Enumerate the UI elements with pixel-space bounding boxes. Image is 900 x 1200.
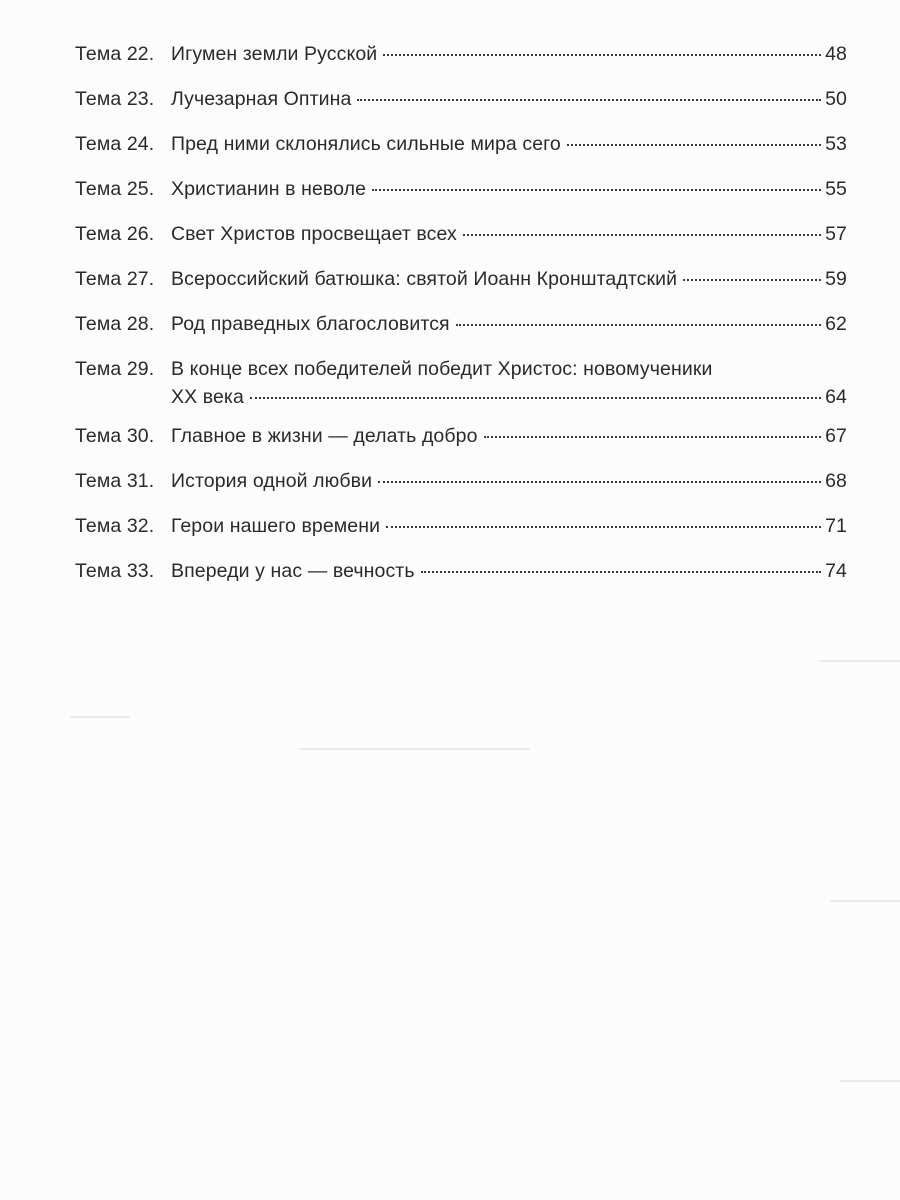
toc-entry-label: Тема 27. — [75, 268, 155, 290]
toc-entry-page: 50 — [825, 88, 847, 110]
toc-entry[interactable] — [75, 467, 847, 495]
toc-entry-page: 74 — [825, 560, 847, 582]
toc-entry[interactable] — [75, 422, 847, 450]
show-through-line — [840, 1080, 900, 1082]
toc-entry-label: Тема 31. — [75, 470, 155, 492]
toc-entry-label: Тема 26. — [75, 223, 155, 245]
toc-entry-title: Лучезарная Оптина — [171, 88, 352, 110]
show-through-line — [70, 716, 130, 718]
dot-leader — [463, 234, 821, 236]
toc-entry[interactable] — [75, 40, 847, 68]
dot-leader — [484, 436, 821, 438]
toc-entry-label: Тема 28. — [75, 313, 155, 335]
toc-entry-label: Тема 23. — [75, 88, 155, 110]
dot-leader — [567, 144, 821, 146]
toc-entry[interactable] — [75, 220, 847, 248]
toc-entry[interactable] — [75, 175, 847, 203]
toc-entry-page: 55 — [825, 178, 847, 200]
toc-entry-page: 67 — [825, 425, 847, 447]
toc-entry[interactable] — [75, 512, 847, 540]
toc-entry-page: 68 — [825, 470, 847, 492]
toc-entry-title: В конце всех победителей победит Христос: новомученики — [171, 358, 713, 380]
toc-entry-title: Род праведных благословится — [171, 313, 450, 335]
toc-entry-title: Игумен земли Русской — [171, 43, 378, 65]
toc-entry[interactable] — [75, 310, 847, 338]
toc-entry[interactable] — [75, 85, 847, 113]
table-of-contents — [75, 40, 847, 602]
toc-entry[interactable] — [75, 265, 847, 293]
toc-entry-label: Тема 22. — [75, 43, 155, 65]
toc-entry-page: 48 — [825, 43, 847, 65]
toc-entry[interactable] — [75, 355, 847, 411]
dot-leader — [421, 571, 821, 573]
toc-entry-title: Главное в жизни — делать добро — [171, 425, 478, 447]
toc-entry-title-continued: XX века — [171, 386, 244, 408]
dot-leader — [386, 526, 821, 528]
dot-leader — [383, 54, 821, 56]
show-through-line — [830, 900, 900, 902]
toc-entry-title: История одной любви — [171, 470, 373, 492]
show-through-line — [820, 660, 900, 662]
toc-entry-page: 53 — [825, 133, 847, 155]
toc-entry-page: 57 — [825, 223, 847, 245]
dot-leader — [357, 99, 821, 101]
toc-entry-page: 59 — [825, 268, 847, 290]
dot-leader — [372, 189, 821, 191]
toc-entry-title: Христианин в неволе — [171, 178, 367, 200]
dot-leader — [378, 481, 821, 483]
toc-entry-label: Тема 32. — [75, 515, 155, 537]
toc-entry-title: Пред ними склонялись сильные мира сего — [171, 133, 561, 155]
toc-entry-label: Тема 33. — [75, 560, 155, 582]
toc-entry-label: Тема 29. — [75, 358, 155, 380]
toc-entry-label: Тема 24. — [75, 133, 155, 155]
toc-entry-label: Тема 25. — [75, 178, 155, 200]
toc-entry-title: Герои нашего времени — [171, 515, 381, 537]
toc-entry-label: Тема 30. — [75, 425, 155, 447]
toc-entry-title: Впереди у нас — вечность — [171, 560, 415, 582]
toc-entry[interactable] — [75, 130, 847, 158]
toc-entry-page: 71 — [825, 515, 847, 537]
dot-leader — [250, 397, 821, 399]
dot-leader — [456, 324, 821, 326]
dot-leader — [683, 279, 821, 281]
toc-entry-title: Свет Христов просвещает всех — [171, 223, 457, 245]
show-through-line — [300, 748, 530, 750]
toc-entry-page: 62 — [825, 313, 847, 335]
toc-entry[interactable] — [75, 557, 847, 585]
toc-entry-page: 64 — [825, 386, 847, 408]
toc-entry-title: Всероссийский батюшка: святой Иоанн Кронштадтский — [171, 268, 678, 290]
